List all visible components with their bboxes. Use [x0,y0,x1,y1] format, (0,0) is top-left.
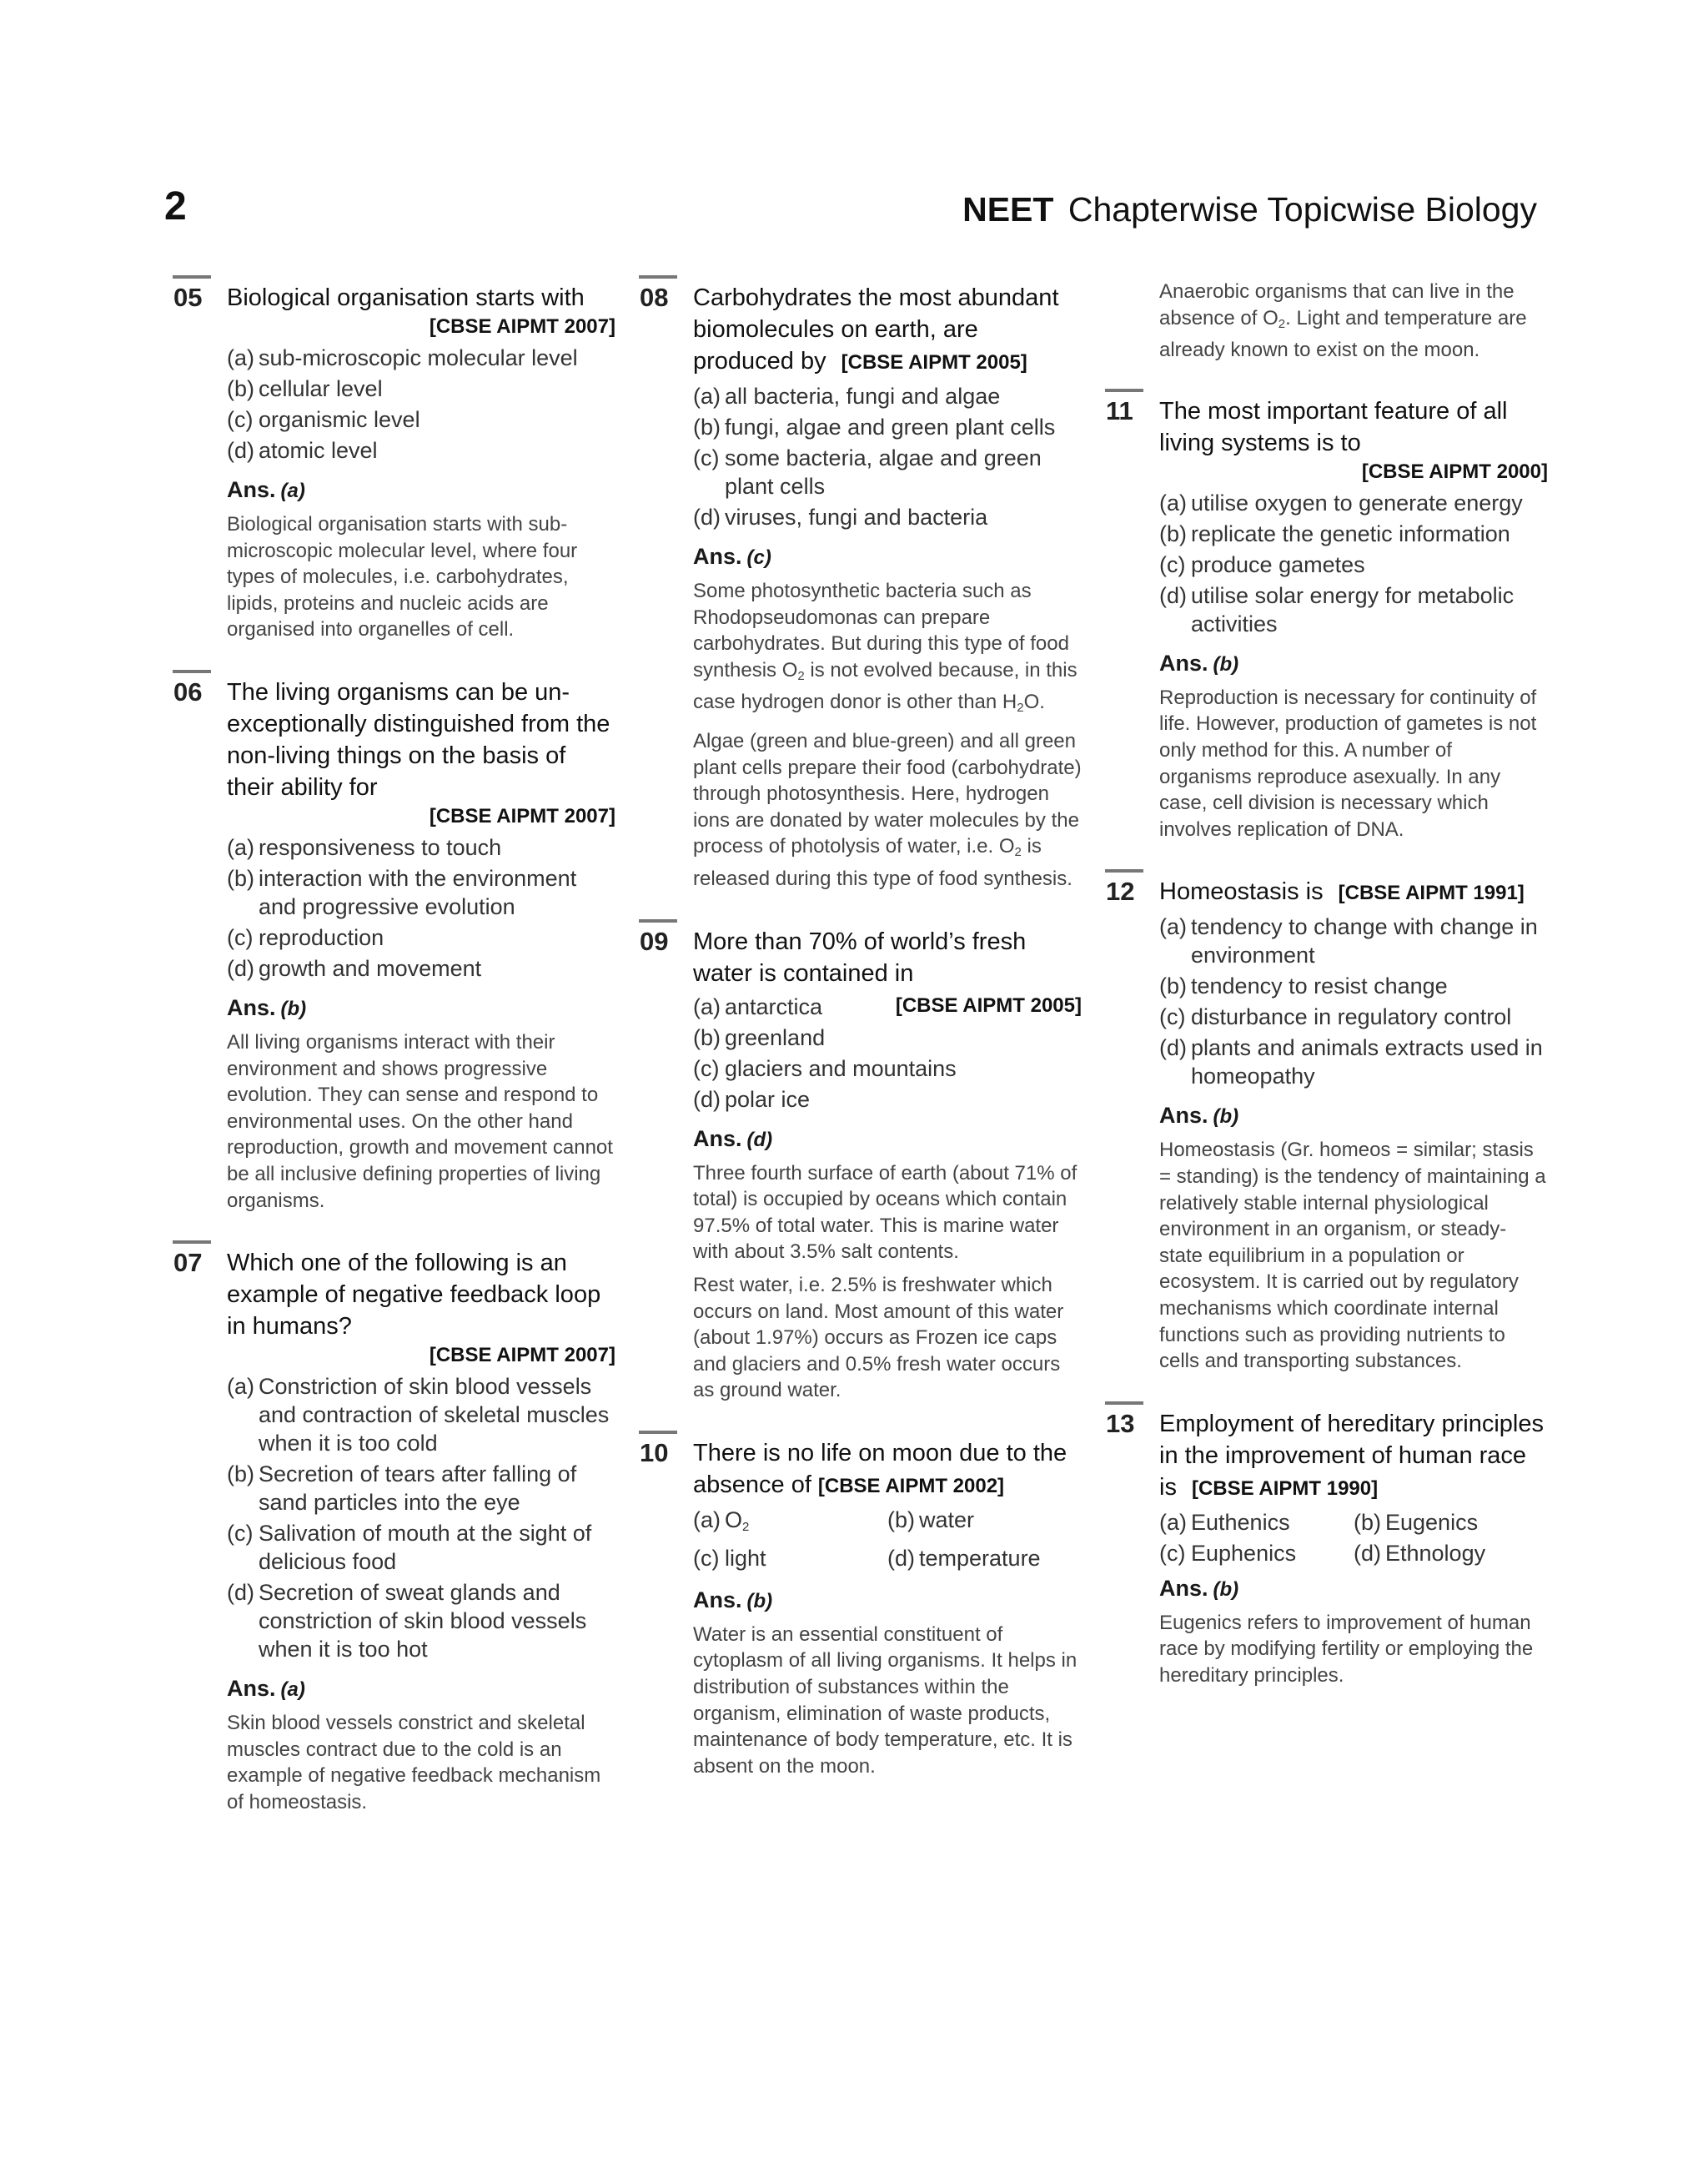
option-a [227,344,615,372]
option-c [693,1544,887,1572]
question-12 [1106,876,1548,1374]
option-key: (d) [693,505,721,530]
option-key: (c) [1159,551,1186,577]
options-list [693,382,1082,531]
exam-source: [CBSE AIPMT 2005] [895,993,1082,1017]
option-c [1159,1003,1548,1031]
question-number: 07 [173,1248,203,1278]
option-text: temperature [919,1545,1041,1571]
explanation [1159,1137,1548,1374]
question-10 [640,1437,1082,1780]
option-c [693,444,1082,500]
answer-label: Ans. [1159,1103,1208,1129]
option-c [1159,1539,1354,1567]
explanation [693,578,1082,893]
question-text-body: Carbohydrates the most abundant biomolecules on earth, are produced by [693,284,1059,375]
option-key: (b) [1354,1509,1381,1535]
option-text: Salivation of mouth at the sight of delicious food [259,1521,592,1575]
option-c [227,923,615,952]
answer-key: (b) [746,1589,773,1612]
exam-source: [CBSE AIPMT 2007] [429,315,615,338]
explanation-paragraph [693,578,1082,722]
exam-source: [CBSE AIPMT 2005] [841,351,1027,374]
option-key: (a) [227,1374,254,1400]
answer [227,1673,615,1705]
option-b [1159,972,1548,1000]
option-key: (d) [227,438,254,463]
option-text: Euphenics [1191,1540,1297,1566]
question-text [693,282,1082,379]
answer-key: (b) [1213,1105,1239,1129]
explanation-paragraph [693,728,1082,893]
question-number: 11 [1106,395,1133,425]
question-text-body: Homeostasis is [1159,878,1324,906]
option-text: growth and movement [259,955,482,981]
answer-label: Ans. [1159,1575,1208,1601]
explanation-paragraph: Rest water, i.e. 2.5% is freshwater which occurs on land. Most amount of this water (about 1.97%) occurs as Frozen ice caps and glaciers and 0.5% fresh water occurs as ground water. [693,1273,1064,1402]
options-row [693,1544,1082,1575]
option-b [693,413,1082,441]
option-key: (c) [693,1545,720,1571]
option-key: (b) [887,1506,915,1532]
option-b [227,1460,615,1517]
option-c [227,1519,615,1576]
option-text: tendency to change with change in environment [1191,914,1538,968]
explanation-text: is not evolved because, in this case hydrogen donor is other than H [693,658,1078,714]
option-key: (c) [227,407,254,432]
options-list [1159,913,1548,1090]
answer-label: Ans. [227,1676,276,1702]
answer-key: (c) [746,546,771,569]
explanation-paragraph: Biological organisation starts with sub-microscopic molecular level, where four types of molecules, i.e. carbohydrates, lipids, proteins and nucleic acids are organised into organelles of cell. [227,513,578,641]
explanation [693,1622,1082,1780]
answer-key: (d) [746,1128,773,1151]
options-row [693,1506,1082,1544]
answer [693,1585,1082,1617]
answer [693,1124,1082,1155]
option-key: (a) [1159,914,1187,940]
exam-source: [CBSE AIPMT 2002] [817,1474,1005,1497]
option-text: some bacteria, algae and green plant cells [725,445,1042,499]
option-text: disturbance in regulatory control [1191,1004,1512,1030]
explanation [1159,685,1548,843]
answer-label: Ans. [1159,650,1208,676]
answer [1159,648,1548,680]
options-row [1159,1539,1548,1570]
question-number: 09 [640,926,669,956]
option-d [887,1544,1082,1572]
explanation-text: Algae (green and blue-green) and all green plant cells prepare their food (carbohydrate) through photosynthesis. Here, hydrogen ions are donated by water molecules by the process of photolysis of water, i.e. O [693,729,1082,858]
option-text: reproduction [259,924,384,950]
option-a [1159,1508,1354,1537]
option-text: atomic level [259,438,378,463]
option-key: (d) [693,1086,721,1112]
option-text: produce gametes [1191,551,1365,577]
option-d [227,1578,615,1663]
option-text: greenland [725,1024,826,1050]
options-list [693,1506,1082,1575]
subscript: 2 [742,1519,750,1534]
question-09 [640,926,1082,1404]
book-title-rest: Chapterwise Topicwise Biology [1068,190,1537,229]
option-key: (a) [1159,490,1187,516]
explanation [227,511,615,643]
explanation-paragraph: Reproduction is necessary for continuity of life. However, production of gametes is not only method for this. A number of organisms reproduce asexually. In any case, cell division is necessary which involves replication of DNA. [1159,686,1537,841]
option-a [227,1372,615,1457]
answer-label: Ans. [227,994,276,1020]
options-list [227,833,615,983]
question-13 [1106,1408,1548,1689]
option-a [693,993,1082,1021]
option-key: (c) [1159,1540,1186,1566]
option-text: Ethnology [1385,1540,1486,1566]
explanation-paragraph: Homeostasis (Gr. homeos = similar; stasis = standing) is the tendency of maintaining a relatively stable internal physiological environment in an organism, or steady-state equilibrium in a population or ecosystem. It is carried out by regulatory mechanisms which coordinate internal functions such as providing nutrients to cells and transporting substances. [1159,1139,1546,1373]
option-c [693,1054,1082,1083]
answer [227,475,615,506]
option-b [693,1024,1082,1052]
option-a [227,833,615,862]
option-text: light [725,1545,766,1571]
options-list [1159,489,1548,638]
explanation-continued [1106,279,1548,364]
option-key: (a) [227,345,254,370]
subscript: 2 [1278,316,1286,331]
option-key: (d) [227,955,254,981]
question-11 [1106,395,1548,843]
question-number: 08 [640,283,669,312]
question-06 [173,677,615,1214]
option-b [1354,1508,1548,1537]
option-key: (c) [227,924,254,950]
option-text: plants and animals extracts used in homeopathy [1191,1035,1543,1089]
option-key: (d) [887,1545,915,1571]
option-text: all bacteria, fungi and algae [725,384,1001,409]
question-text-body: Employment of hereditary principles in the improvement of human race is [1159,1410,1544,1501]
answer-key: (a) [280,480,305,502]
option-text: cellular level [259,376,383,401]
option-text: Constriction of skin blood vessels and contraction of skeletal muscles when it is too cold [259,1374,610,1456]
question-text: More than 70% of world’s fresh water is contained in [693,928,1027,987]
option-text: glaciers and mountains [725,1055,957,1081]
option-key: (b) [1159,521,1187,546]
answer-key: (b) [1213,1577,1239,1601]
option-a [1159,489,1548,517]
answer-key: (b) [280,997,307,1020]
answer [1159,1573,1548,1605]
explanation-text: . Light and temperature are already known to exist on the moon. [1159,306,1527,362]
question-text: Which one of the following is an example of negative feedback loop in humans? [227,1250,601,1340]
question-number: 06 [173,677,203,707]
option-key: (c) [693,445,720,470]
explanation [693,1160,1082,1404]
option-text: fungi, algae and green plant cells [725,415,1056,440]
question-text [693,1437,1082,1502]
exam-source: [CBSE AIPMT 2000] [1361,460,1548,483]
options-list [227,1372,615,1663]
question-number: 10 [640,1437,669,1467]
subscript: 2 [1014,845,1022,860]
option-text: sub-microscopic molecular level [259,345,578,370]
column-2 [640,282,1082,1813]
explanation [227,1029,615,1214]
option-a [693,382,1082,410]
option-c [227,405,615,434]
explanation-paragraph: All living organisms interact with their environment and shows progressive evolution. They can sense and respond to environmental uses. On the other hand reproduction, growth and movement cannot be all inclusive defining properties of living organisms. [227,1030,613,1212]
exam-source: [CBSE AIPMT 2007] [429,804,615,827]
option-key: (d) [227,1580,254,1606]
explanation-paragraph: Skin blood vessels constrict and skeletal muscles contract due to the cold is an example of negative feedback mechanism of homeostasis. [227,1712,601,1813]
explanation-text: is released during this type of food synthesis. [693,835,1073,890]
option-d [1159,581,1548,638]
answer [693,541,1082,573]
question-text [1159,1408,1548,1505]
option-text: water [919,1506,975,1532]
option-a [1159,913,1548,969]
option-b [227,375,615,403]
question-text [1159,876,1548,909]
explanation-text: O. [1023,691,1045,714]
explanation-text: Some photosynthetic bacteria such as Rhodopseudomonas can prepare carbohydrates. But during this type of food synthesis O [693,580,1069,682]
option-key: (c) [693,1055,720,1081]
option-d [693,1085,1082,1114]
exam-source: [CBSE AIPMT 1991] [1338,882,1525,905]
option-text: responsiveness to touch [259,834,502,860]
option-c [1159,551,1548,579]
option-text: utilise solar energy for metabolic activities [1191,582,1515,636]
answer-label: Ans. [693,1125,742,1151]
option-text: tendency to resist change [1191,973,1448,999]
answer [227,993,615,1024]
explanation-text: Anaerobic organisms that can live in the absence of O [1159,280,1515,329]
subscript: 2 [797,668,805,683]
explanation [227,1710,615,1815]
option-key: (a) [227,834,254,860]
answer-label: Ans. [693,1587,742,1612]
option-d [1159,1034,1548,1090]
exam-source: [CBSE AIPMT 2007] [429,1344,615,1367]
option-text: utilise oxygen to generate energy [1191,490,1523,516]
option-key: (a) [693,384,721,409]
option-key: (c) [1159,1004,1186,1030]
option-key: (b) [227,376,254,401]
option-key: (b) [1159,973,1187,999]
explanation-paragraph: Three fourth surface of earth (about 71% of total) is occupied by oceans which contain 97.5% of total water. This is marine water with about 3.5% salt contents. [693,1161,1078,1264]
option-d [1354,1539,1548,1567]
option-key: (a) [693,1506,721,1532]
subscript: 2 [1017,701,1024,716]
question-number: 12 [1106,877,1135,907]
option-key: (d) [1159,582,1187,608]
book-title-bold: NEET [962,190,1054,229]
explanation-paragraph: Eugenics refers to improvement of human race by modifying fertility or employing the hereditary principles. [1159,1611,1534,1687]
question-text-body: There is no life on moon due to the absence of [693,1439,1068,1498]
option-text: viruses, fungi and bacteria [725,505,988,530]
question-05 [173,282,615,643]
option-b [1159,520,1548,548]
explanation-paragraph: Water is an essential constituent of cytoplasm of all living organisms. It helps in distribution of substances within the organism, elimination of waste products, maintenance of body temperature, etc. It is absent on the moon. [693,1622,1078,1778]
option-d [693,503,1082,531]
column-1 [173,282,615,1849]
option-text: antarctica [725,993,823,1019]
answer [1159,1100,1548,1132]
book-title [962,190,1537,229]
exam-source: [CBSE AIPMT 1990] [1191,1476,1379,1500]
option-key: (b) [227,1461,254,1487]
answer-key: (a) [280,1678,305,1702]
answer-key: (b) [1213,652,1239,676]
option-text: polar ice [725,1086,811,1112]
option-key: (b) [227,865,254,891]
option-text: Secretion of sweat glands and constriction of skin blood vessels when it is too hot [259,1580,587,1662]
option-key: (a) [1159,1509,1187,1535]
option-text: organismic level [259,407,420,432]
option-d [227,436,615,465]
option-text: replicate the genetic information [1191,521,1510,546]
option-text: Secretion of tears after falling of sand particles into the eye [259,1461,577,1516]
page-number: 2 [164,184,187,229]
options-list [1159,1508,1548,1570]
option-key: (b) [693,415,721,440]
option-key: (b) [693,1024,721,1050]
question-text: The living organisms can be un-exceptionally distinguished from the non-living things on the basis of their ability for [227,678,610,801]
question-number: 05 [173,283,203,312]
column-3 [1106,282,1548,1722]
options-list [227,344,615,465]
question-text: Biological organisation starts with [227,284,585,311]
option-text: Euthenics [1191,1509,1290,1535]
option-text: interaction with the environment and progressive evolution [259,865,577,919]
option-d [227,954,615,983]
question-number: 13 [1106,1408,1135,1438]
question-08 [640,282,1082,893]
options-row [1159,1508,1548,1539]
option-text: O [725,1506,743,1532]
options-list [693,993,1082,1114]
answer-label: Ans. [693,544,742,569]
option-b [227,864,615,921]
option-text: Eugenics [1385,1509,1479,1535]
option-key: (a) [693,993,721,1019]
option-a [693,1506,887,1542]
option-key: (c) [227,1521,254,1547]
question-07 [173,1247,615,1815]
option-key: (d) [1354,1540,1381,1566]
explanation [1159,1610,1548,1689]
option-key: (d) [1159,1035,1187,1061]
answer-label: Ans. [227,477,276,502]
question-text: The most important feature of all living systems is to [1159,397,1508,456]
option-b [887,1506,1082,1542]
